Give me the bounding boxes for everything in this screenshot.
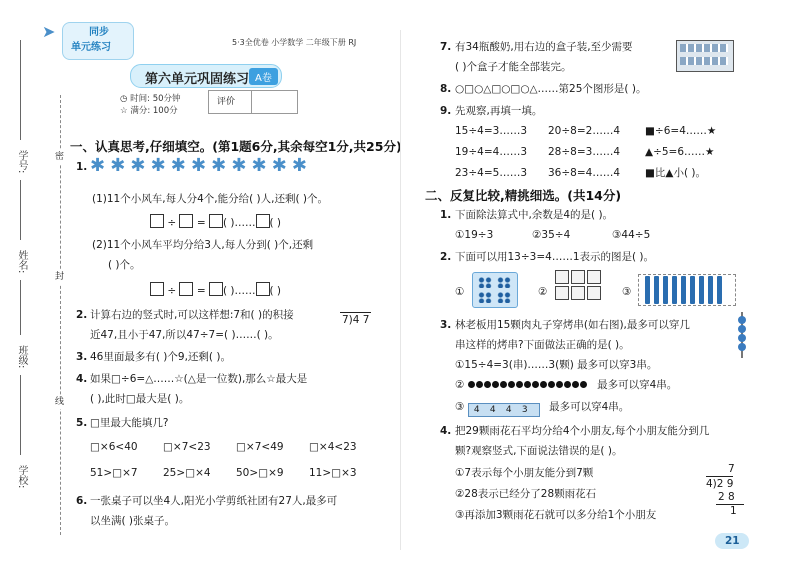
pinwheel-icon: ✱: [130, 155, 146, 176]
meatball: [738, 325, 746, 333]
r3-option1[interactable]: ①15÷4=3(串)……3(颗) 最多可以穿3串。: [455, 359, 658, 371]
q6-line1: 一张桌子可以坐4人,阳光小学剪纸社团有27人,最多可: [90, 495, 338, 507]
r4-line1: 把29颗雨花石平均分给4个小朋友,每个小朋友能分到几: [455, 425, 710, 437]
r4-long-division: [700, 462, 748, 517]
r2-option-label[interactable]: ③: [622, 286, 632, 298]
eval-box[interactable]: [208, 90, 298, 114]
answer-box[interactable]: [256, 282, 270, 296]
yogurt-box-image: [676, 40, 734, 72]
meatball: [738, 334, 746, 342]
seal-char: 线: [55, 397, 65, 407]
q5-text: □里最大能填几?: [90, 417, 169, 429]
answer-box[interactable]: [209, 282, 223, 296]
seal-char: 密: [55, 152, 65, 162]
q5-item: 11>□×3: [309, 467, 357, 479]
r3-line2: 串这样的烤串?下面做法正确的是( )。: [455, 339, 630, 351]
meatball: [738, 343, 746, 351]
pinwheel-icon: ✱: [110, 155, 126, 176]
r2-image-c-rods: [638, 274, 736, 306]
r3-line1: 林老板用15颗肉丸子穿烤串(如右图),最多可以穿几: [455, 319, 690, 331]
r1-number: 1.: [440, 209, 452, 221]
star-icon: ☆: [120, 106, 131, 116]
cube-icon: [555, 286, 569, 300]
q5-item: 50>□×9: [236, 467, 284, 479]
segment-label: 4: [505, 405, 512, 415]
q1-b-equation: ÷ = ( )…… ( ): [150, 282, 281, 298]
ball: [540, 381, 547, 388]
badge-line2: 单元练习: [71, 42, 111, 53]
rod: [645, 276, 650, 304]
badge-line1: 同步: [89, 27, 109, 38]
r1-text: 下面除法算式中,余数是4的是( )。: [455, 209, 614, 221]
ball: [476, 381, 483, 388]
r2-option-label[interactable]: ①: [455, 286, 465, 298]
rod: [690, 276, 695, 304]
title-banner: [130, 64, 282, 88]
rod: [654, 276, 659, 304]
r4-number: 4.: [440, 425, 452, 437]
ball: [548, 381, 555, 388]
section1-heading: 一、认真思考,仔细填空。(第1题6分,其余每空1分,共25分): [70, 139, 402, 154]
q5-item: 25>□×4: [163, 467, 211, 479]
r4-line2: 颗?观察竖式,下面说法错误的是( )。: [455, 445, 623, 457]
pinwheel-icon: ✱: [231, 155, 247, 176]
q5-number: 5.: [76, 417, 88, 429]
q1-part-b: (2)11个小风车平均分给3人,每人分到( )个,还剩: [92, 239, 314, 251]
r3-option2[interactable]: [455, 378, 677, 392]
page-divider: [400, 30, 401, 550]
pinwheel-icon: ✱: [90, 155, 106, 176]
q7-number: 7.: [440, 41, 452, 53]
division-main: 4)2 9: [706, 478, 734, 490]
meatball: [738, 316, 746, 324]
q5-item: □×4<23: [309, 441, 357, 453]
q9-cell: 23÷4=5……3: [455, 167, 527, 179]
segment-label: 4: [473, 405, 480, 415]
q5-item: □×7<49: [236, 441, 284, 453]
time-text: 时间: 50分钟: [130, 94, 181, 104]
rod: [663, 276, 668, 304]
q6-number: 6.: [76, 495, 88, 507]
q1-part-b2: ( )个。: [108, 259, 141, 271]
q2-line2: 近47,且小于47,所以47÷7=( )……( )。: [90, 329, 279, 341]
q7-line1: 有34瓶酸奶,用右边的盒子装,至少需要: [455, 41, 633, 53]
r1-option[interactable]: ②35÷4: [532, 229, 571, 241]
q9-text: 先观察,再填一填。: [455, 105, 543, 117]
pinwheel-icon: ✱: [211, 155, 227, 176]
title-tag: A卷: [249, 68, 278, 85]
pinwheel-icon: ✱: [190, 155, 207, 176]
segment-label: 4: [489, 405, 496, 415]
r4-option2[interactable]: ②28表示已经分了28颗雨花石: [455, 488, 597, 500]
q9-cell: 15÷4=3……3: [455, 125, 527, 137]
ball: [556, 381, 563, 388]
q1-part-a: (1)11个小风车,每人分4个,能分给( )人,还剩( )个。: [92, 193, 328, 205]
bottle-row: [680, 57, 728, 65]
dot-group: [497, 277, 511, 288]
pinwheel-row: [90, 155, 307, 176]
answer-box[interactable]: [150, 282, 164, 296]
q4-line2: ( ),此时□最大是( )。: [90, 393, 190, 405]
pinwheel-icon: ✱: [271, 155, 287, 176]
school-label: 学校:: [16, 465, 27, 489]
q9-cell: 20÷8=2……4: [548, 125, 620, 137]
pinwheel-icon: ✱: [251, 155, 267, 176]
q9-cell: ■比▲小( )。: [645, 167, 707, 179]
r4-option1[interactable]: ①7表示每个小朋友能分到7颗: [455, 467, 594, 479]
rod: [717, 276, 722, 304]
ball: [532, 381, 539, 388]
page-title: 第六单元巩固练习: [145, 72, 250, 87]
ball: [572, 381, 579, 388]
q5-item: 51>□×7: [90, 467, 138, 479]
q5-item: □×7<23: [163, 441, 211, 453]
q3-text: 46里面最多有( )个9,还剩( )。: [90, 351, 231, 363]
r2-option-label[interactable]: ②: [538, 286, 548, 298]
ball: [564, 381, 571, 388]
meatball-skewer-image: [738, 312, 746, 358]
division-subtract: 2 8: [718, 491, 735, 503]
margin-line: [20, 375, 21, 455]
q4-line1: 如果□÷6=△……☆(△是一位数),那么☆最大是: [90, 373, 308, 385]
rod: [672, 276, 677, 304]
book-info: 5·3全优卷 小学数学 二年级下册 RJ: [232, 38, 357, 47]
q1-number: 1.: [76, 161, 88, 173]
q9-cell: 36÷8=4……4: [548, 167, 620, 179]
q9-cell: ■÷6=4……★: [645, 125, 717, 137]
r3-option3-text: 最多可以穿4串。: [549, 401, 630, 413]
eval-divider: [251, 91, 252, 113]
ball: [580, 381, 587, 388]
margin-line: [20, 180, 21, 240]
rod: [708, 276, 713, 304]
q7-line2: ( )个盒子才能全部装完。: [455, 61, 572, 73]
q8-number: 8.: [440, 83, 452, 95]
answer-box[interactable]: [256, 214, 270, 228]
q5-item: □×6<40: [90, 441, 138, 453]
ball: [508, 381, 515, 388]
segment-label: 3: [521, 405, 528, 415]
q9-number: 9.: [440, 105, 452, 117]
pinwheel-icon: ✱: [170, 155, 186, 176]
ball-row: [468, 378, 588, 392]
r1-option[interactable]: ③44÷5: [612, 229, 651, 241]
r2-text: 下面可以用13÷3=4……1表示的图是( )。: [455, 251, 655, 263]
bottle-row: [680, 44, 728, 52]
ball: [468, 381, 475, 388]
dot-group: [497, 292, 511, 303]
rod-group: [645, 276, 726, 308]
q2-line1: 计算右边的竖式时,可以这样想:7和( )的积接: [90, 309, 294, 321]
r2-image-b-cubes: [555, 270, 609, 306]
q3-number: 3.: [76, 351, 88, 363]
r4-option3[interactable]: ③再添加3颗雨花石就可以多分给1个小朋友: [455, 509, 657, 521]
seal-char: 封: [55, 272, 65, 282]
class-label: 班级:: [16, 345, 27, 369]
q2-number: 2.: [76, 309, 88, 321]
cube-icon: [587, 270, 601, 284]
division-quotient: 7: [728, 463, 735, 475]
ball: [492, 381, 499, 388]
page-number-badge: [715, 533, 749, 549]
division-remainder: 1: [730, 505, 737, 517]
r1-option[interactable]: ①19÷3: [455, 229, 494, 241]
r2-number: 2.: [440, 251, 452, 263]
clock-icon: ◷: [120, 94, 131, 104]
rod: [699, 276, 704, 304]
r3-option3[interactable]: [455, 400, 629, 417]
score-label: [120, 104, 178, 118]
ball: [484, 381, 491, 388]
margin-line: [20, 280, 21, 335]
page-number: 21: [725, 535, 740, 547]
q2-long-division: 7)4 7: [342, 314, 370, 326]
cube-icon: [571, 286, 585, 300]
ball: [500, 381, 507, 388]
rocket-icon: ➤: [42, 22, 56, 41]
margin-line-top: [20, 40, 21, 140]
q4-number: 4.: [76, 373, 88, 385]
name-label: 姓名:: [16, 250, 27, 274]
q9-cell: ▲÷5=6……★: [645, 146, 715, 158]
dot-group: [478, 277, 492, 288]
answer-box[interactable]: [150, 214, 164, 228]
unit-badge: [62, 22, 134, 60]
cube-icon: [587, 286, 601, 300]
section2-heading: 二、反复比较,精挑细选。(共14分): [425, 188, 622, 203]
r3-number: 3.: [440, 319, 452, 331]
pinwheel-icon: ✱: [291, 155, 307, 176]
r2-image-a: [472, 272, 518, 308]
rod: [681, 276, 686, 304]
ball: [516, 381, 523, 388]
score-text: 满分: 100分: [130, 106, 178, 116]
r3-option3-label: ③: [455, 401, 465, 413]
ball: [524, 381, 531, 388]
dot-group: [478, 292, 492, 303]
r3-option2-text: 最多可以穿4串。: [597, 379, 678, 391]
answer-box[interactable]: [179, 214, 193, 228]
eval-label: 评价: [217, 97, 236, 107]
student-id-label: 学号:: [16, 150, 27, 174]
r3-option2-label: ②: [455, 379, 465, 391]
answer-box[interactable]: [209, 214, 223, 228]
q1-a-equation: ÷ = ( )…… ( ): [150, 214, 281, 230]
q8-text: ○□○△□○□○△……第25个图形是( )。: [455, 83, 647, 95]
q6-line2: 以坐满( )张桌子。: [90, 515, 176, 527]
q9-cell: 19÷4=4……3: [455, 146, 527, 158]
segment-bar: [468, 403, 540, 417]
answer-box[interactable]: [179, 282, 193, 296]
pinwheel-icon: ✱: [150, 155, 166, 176]
q9-cell: 28÷8=3……4: [548, 146, 620, 158]
cube-icon: [571, 270, 585, 284]
cube-icon: [555, 270, 569, 284]
